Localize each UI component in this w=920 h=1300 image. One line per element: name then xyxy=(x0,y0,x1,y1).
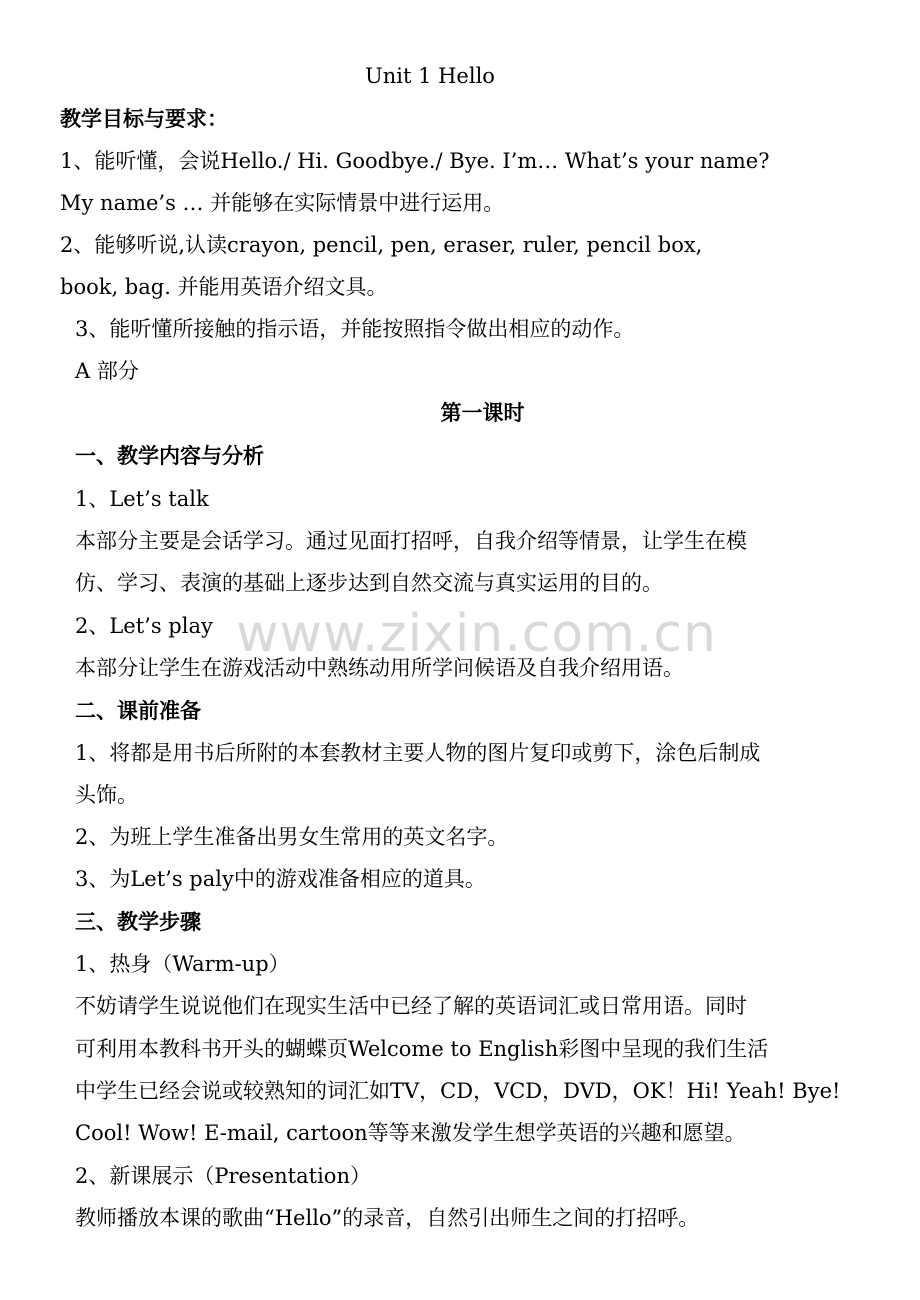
section-3-step-1-title: 1、热身（Warm-up） xyxy=(75,952,290,976)
objective-2-line-1: 2、能够听说,认读crayon, pencil, pen, eraser, ruler, pencil box, xyxy=(60,233,703,257)
objective-2-line-2: book, bag. 并能用英语介绍文具。 xyxy=(60,275,388,299)
section-1-item-2-title: 2、Let’s play xyxy=(75,614,213,638)
section-1-item-1-text-line-1: 本部分主要是会话学习。通过见面打招呼，自我介绍等情景，让学生在模 xyxy=(75,529,747,553)
section-1-item-1-title: 1、Let’s talk xyxy=(75,487,209,511)
section-2-item-1-line-2: 头饰。 xyxy=(75,783,138,807)
objective-1-line-2: My name’s … 并能够在实际情景中进行运用。 xyxy=(60,191,505,215)
section-3-step-1-line-2: 可利用本教科书开头的蝴蝶页Welcome to English彩图中呈现的我们生活 xyxy=(75,1037,769,1061)
watermark: www.zixin.com.cn xyxy=(236,604,717,664)
section-1-heading: 一、教学内容与分析 xyxy=(75,443,264,468)
section-1-item-2-text: 本部分让学生在游戏活动中熟练动用所学问候语及自我介绍用语。 xyxy=(75,656,684,680)
section-3-step-2-line-1: 教师播放本课的歌曲“Hello”的录音，自然引出师生之间的打招呼。 xyxy=(75,1206,700,1230)
objective-3: 3、能听懂所接触的指示语，并能按照指令做出相应的动作。 xyxy=(75,317,635,341)
part-a-label: A 部分 xyxy=(75,359,139,383)
objectives-heading: 教学目标与要求： xyxy=(60,106,228,131)
section-3-step-1-line-1: 不妨请学生说说他们在现实生活中已经了解的英语词汇或日常用语。同时 xyxy=(75,994,747,1018)
section-2-item-1-line-1: 1、将都是用书后所附的本套教材主要人物的图片复印或剪下，涂色后制成 xyxy=(75,741,761,765)
section-2-heading: 二、课前准备 xyxy=(75,698,201,723)
section-3-heading: 三、教学步骤 xyxy=(75,909,201,934)
section-1-item-1-text-line-2: 仿、学习、表演的基础上逐步达到自然交流与真实运用的目的。 xyxy=(75,571,663,595)
section-3-step-1-line-4: Cool! Wow! E-mail, cartoon等等来激发学生想学英语的兴趣和愿望。 xyxy=(75,1121,746,1145)
document-title: Unit 1 Hello xyxy=(365,64,495,88)
section-3-step-1-line-3: 中学生已经会说或较熟知的词汇如TV，CD，VCD，DVD，OK！Hi! Yeah! Bye! xyxy=(75,1079,841,1103)
lesson-heading: 第一课时 xyxy=(440,400,525,425)
section-2-item-3: 3、为Let’s paly中的游戏准备相应的道具。 xyxy=(75,867,486,891)
section-2-item-2: 2、为班上学生准备出男女生常用的英文名字。 xyxy=(75,825,509,849)
objective-1-line-1: 1、能听懂，会说Hello./ Hi. Goodbye./ Bye. I’m… What’s your name? xyxy=(60,149,770,173)
section-3-step-2-title: 2、新课展示（Presentation） xyxy=(75,1164,371,1188)
